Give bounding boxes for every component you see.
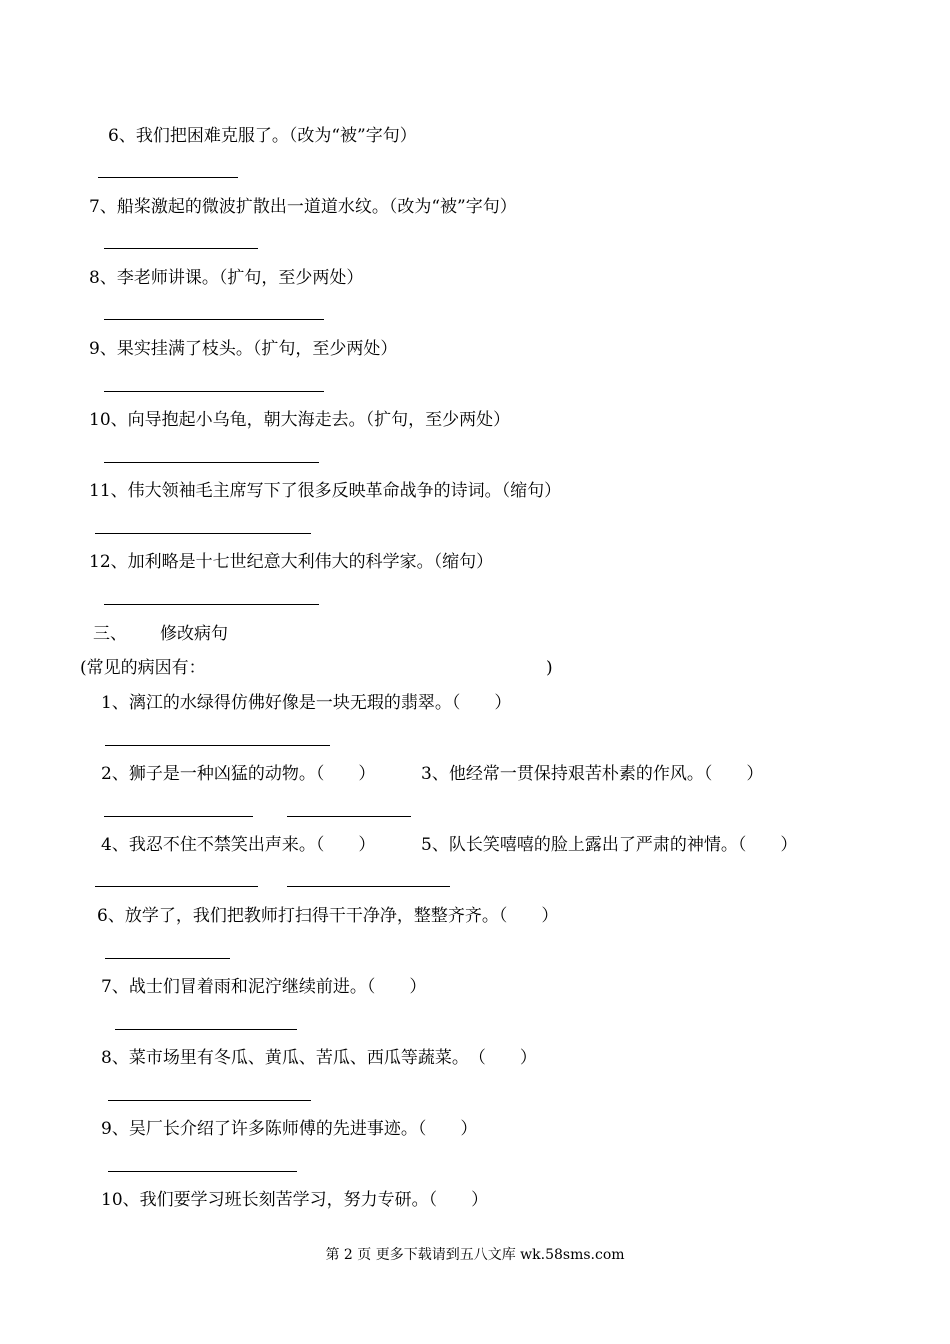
question-3-6: 6、放学了，我们把教师打扫得干干净净，整整齐齐。（ ） xyxy=(97,906,559,926)
question-3-3: 3、他经常一贯保持艰苦朴素的作风。（ ） xyxy=(421,764,764,784)
answer-line[interactable] xyxy=(105,958,230,959)
section-note-close: ) xyxy=(546,658,553,678)
question-3-8: 8、菜市场里有冬瓜、黄瓜、苦瓜、西瓜等蔬菜。 （ ） xyxy=(101,1048,537,1068)
question-3-9: 9、吴厂长介绍了许多陈师傅的先进事迹。（ ） xyxy=(101,1119,478,1139)
question-2-12: 12、加利略是十七世纪意大利伟大的科学家。（缩句） xyxy=(89,552,494,572)
question-2-10: 10、向导抱起小乌龟，朝大海走去。（扩句，至少两处） xyxy=(89,410,511,430)
answer-line[interactable] xyxy=(108,1100,311,1101)
question-3-5: 5、队长笑嘻嘻的脸上露出了严肃的神情。（ ） xyxy=(421,835,798,855)
question-2-7: 7、船桨激起的微波扩散出一道道水纹。（改为“被”字句） xyxy=(89,197,517,217)
question-3-2: 2、狮子是一种凶猛的动物。（ ） xyxy=(101,764,376,784)
question-2-9: 9、果实挂满了枝头。（扩句，至少两处） xyxy=(89,339,398,359)
question-2-11: 11、伟大领袖毛主席写下了很多反映革命战争的诗词。（缩句） xyxy=(89,481,562,501)
answer-line[interactable] xyxy=(104,391,324,392)
section-note-open: (常见的病因有： xyxy=(80,658,206,678)
answer-line[interactable] xyxy=(105,745,330,746)
answer-line[interactable] xyxy=(104,604,319,605)
question-2-8: 8、李老师讲课。（扩句，至少两处） xyxy=(89,268,364,288)
answer-line[interactable] xyxy=(95,886,258,887)
page-footer: 第 2 页 更多下载请到五八文库 wk.58sms.com xyxy=(325,1247,625,1263)
answer-line[interactable] xyxy=(287,886,450,887)
answer-line[interactable] xyxy=(108,1171,297,1172)
question-3-10: 10、我们要学习班长刻苦学习，努力专研。（ ） xyxy=(101,1190,489,1210)
section-number: 三、 xyxy=(93,624,127,644)
answer-line[interactable] xyxy=(95,533,311,534)
answer-line[interactable] xyxy=(104,248,258,249)
question-2-6: 6、我们把困难克服了。（改为“被”字句） xyxy=(108,126,417,146)
answer-line[interactable] xyxy=(287,816,411,817)
answer-line[interactable] xyxy=(104,319,324,320)
answer-line[interactable] xyxy=(98,177,238,178)
question-3-7: 7、战士们冒着雨和泥泞继续前进。（ ） xyxy=(101,977,427,997)
question-3-4: 4、我忍不住不禁笑出声来。（ ） xyxy=(101,835,376,855)
answer-line[interactable] xyxy=(104,816,253,817)
question-3-1: 1、漓江的水绿得仿佛好像是一块无瑕的翡翠。（ ） xyxy=(101,693,512,713)
section-title: 修改病句 xyxy=(160,624,228,644)
answer-line[interactable] xyxy=(115,1029,297,1030)
answer-line[interactable] xyxy=(104,462,319,463)
